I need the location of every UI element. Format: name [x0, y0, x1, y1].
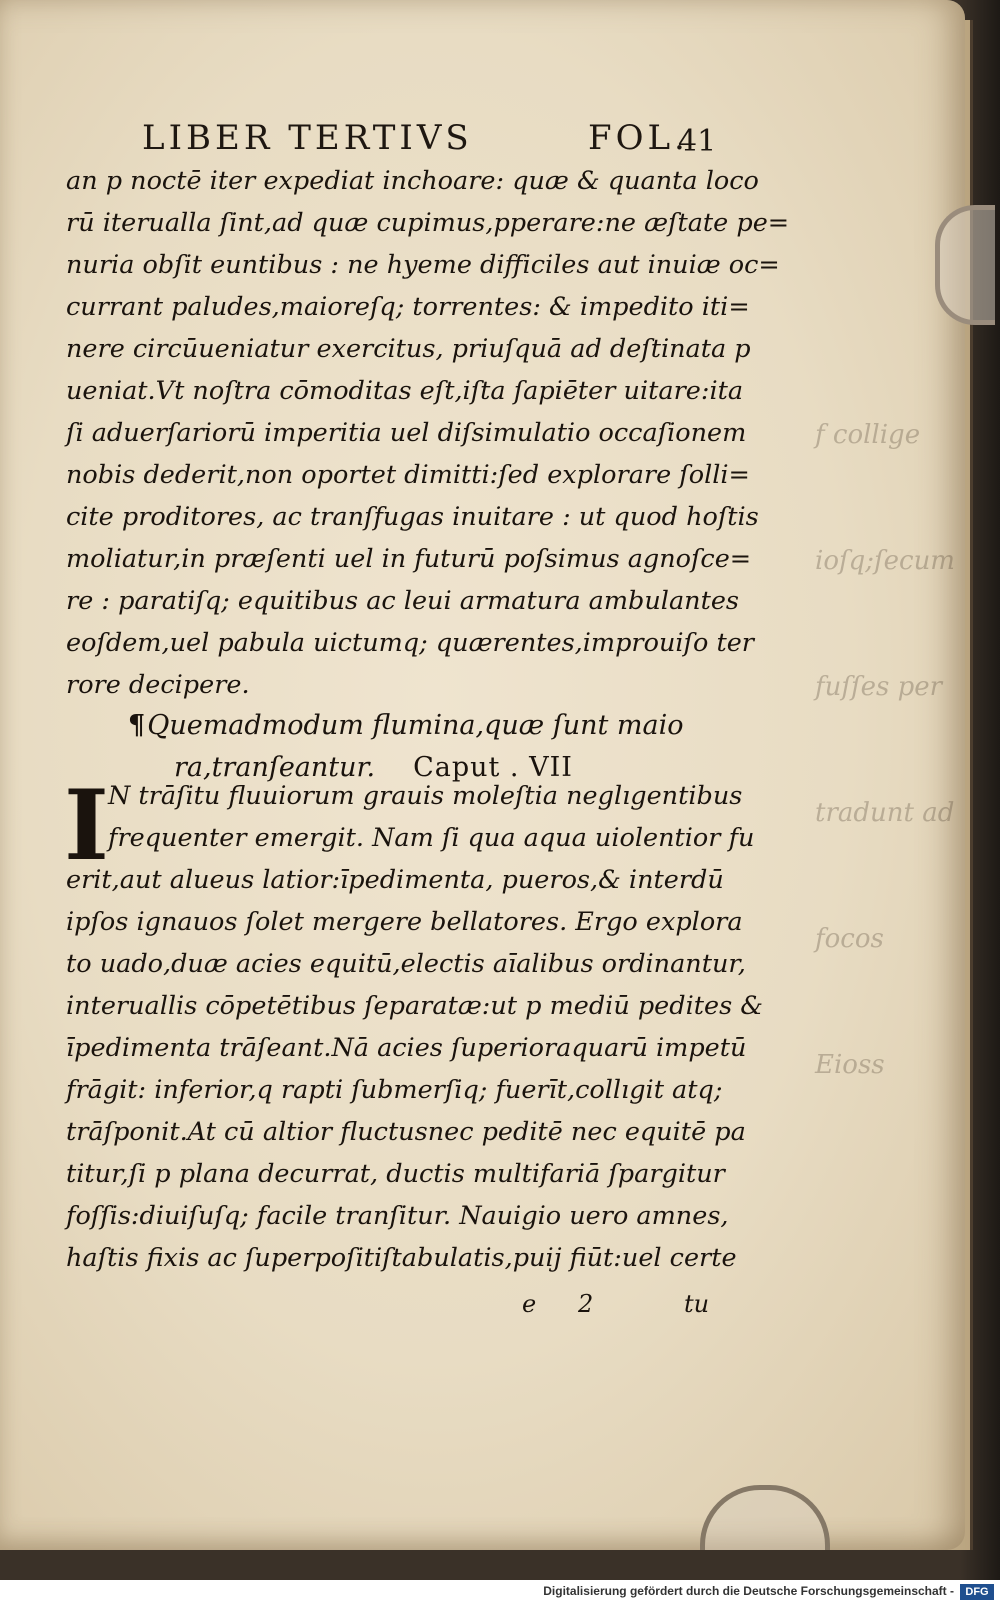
running-head — [100, 114, 740, 162]
text-line: foſſis:diuiſuſq; facile tranſitur. Nauigio uero amnes, — [66, 1201, 729, 1231]
folio-label: FOL. — [588, 118, 689, 158]
text-line: nuria obſit euntibus : ne hyeme difficiles aut inuiæ oc= — [66, 250, 780, 280]
signature-number: 2 — [578, 1290, 594, 1318]
chapter-number: Caput . VII — [413, 752, 573, 783]
funding-credit: Digitalisierung gefördert durch die Deutsche Forschungsgemeinschaft - — [543, 1584, 954, 1598]
text-line: re : paratiſq; equitibus ac leui armatura ambulantes — [66, 586, 739, 616]
show-through-line: Eioss — [815, 1050, 885, 1080]
folio-number: 41 — [678, 124, 717, 159]
dfg-logo-icon: DFG — [960, 1584, 994, 1600]
text-line: nere circūueniatur exercitus, priuſquā ad deſtinata p — [66, 334, 751, 364]
text-line: to uado,duæ acies equitū,electis aīalibus ordinantur, — [66, 949, 746, 979]
chapter-heading-line-1: Quemadmodum flumina,quæ ſunt maio — [147, 710, 684, 741]
text-line: trāſponit.At cū altior fluctusnec peditē nec equitē pa — [66, 1117, 746, 1147]
text-line: ueniat.Vt noſtra cōmoditas eſt,iſta ſapiēter uitare:ita — [66, 376, 744, 406]
initial-letter: I — [64, 769, 109, 882]
chapter-heading-line-2: ra,tranſeantur. — [174, 752, 376, 783]
show-through-line: tradunt ad — [815, 798, 955, 828]
text-line: īpedimenta trāſeant.Nā acies ſuperioraquarū impetū — [66, 1033, 747, 1063]
show-through-text — [815, 330, 955, 1080]
text-line: titur,ſi p plana decurrat, ductis multifariā ſpargitur — [66, 1159, 725, 1189]
text-line: rū iterualla ſint,ad quæ cupimus,pperare:ne æſtate pe= — [66, 208, 790, 238]
text-line: N trāſitu fluuiorum grauis moleſtia neglıgentibus — [108, 781, 743, 811]
text-line: currant paludes,maioreſq; torrentes: & impedito iti= — [66, 292, 750, 322]
text-line: erit,aut alueus latior:īpedimenta, pueros,& interdū — [66, 865, 724, 895]
show-through-line: fuſſes per — [815, 672, 943, 702]
signature-line — [522, 1290, 722, 1326]
text-line: haſtis fixis ac ſuperpoſitiſtabulatis,puij fiūt:uel certe — [66, 1243, 737, 1273]
footer-bar — [0, 1580, 1000, 1606]
show-through-line: ioſq;ſecum — [815, 546, 955, 576]
text-line: rore decipere. — [66, 670, 250, 700]
text-line: cite proditores, ac tranſfugas inuitare : ut quod hoſtis — [66, 502, 759, 532]
text-line: eoſdem,uel pabula uictumq; quærentes,improuiſo ter — [66, 628, 754, 658]
show-through-line: focos — [815, 924, 884, 954]
page-clip-top — [935, 205, 995, 325]
text-line: interuallis cōpetētibus ſeparatæ:ut p mediū pedites & — [66, 991, 763, 1021]
catchword: tu — [684, 1290, 710, 1318]
signature-mark: e — [522, 1290, 537, 1318]
text-line: ſi aduerſariorū imperitia uel diſsimulatio occaſionem — [66, 418, 747, 448]
show-through-line: f collige — [815, 420, 921, 450]
text-line: nobis dederit,non oportet dimitti:ſed explorare ſolli= — [66, 460, 750, 490]
paragraph-1 — [66, 160, 790, 706]
text-line: moliatur,in præſenti uel in futurū poſsimus agnoſce= — [66, 544, 752, 574]
text-line: ipſos ignauos ſolet mergere bellatores. Ergo explora — [66, 907, 743, 937]
text-line: frāgit: inferior,q rapti ſubmerſiq; fuerīt,collıgit atq; — [66, 1075, 723, 1105]
text-line: an p noctē iter expediat inchoare: quæ & quanta loco — [66, 166, 759, 196]
paragraph-2 — [64, 769, 763, 1279]
running-head-title: LIBER TERTIVS — [142, 118, 473, 158]
pilcrow-mark: ¶ — [128, 710, 146, 741]
text-line: frequenter emergit. Nam ſi qua aqua uiolentior fu — [108, 823, 755, 853]
